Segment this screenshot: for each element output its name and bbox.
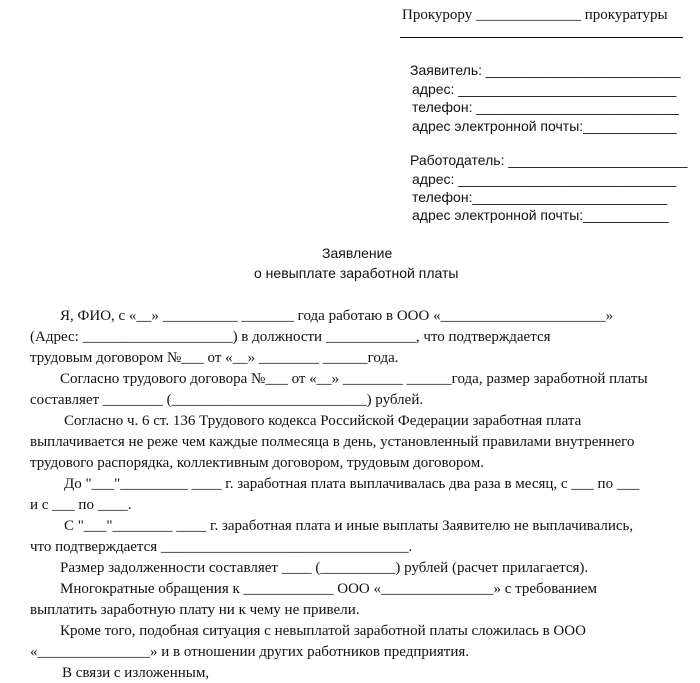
applicant-phone: телефон: __________________________ <box>412 99 679 115</box>
applicant-label: Заявитель: _________________________ <box>410 62 681 78</box>
body-line: С "___"________ ____ г. заработная плата и иные выплаты Заявителю не выплачивались, <box>64 518 634 534</box>
addressee-underline <box>400 37 683 38</box>
body-line: (Адрес: ____________________) в должности ____________, что подтверждается <box>30 329 551 345</box>
body-line: Многократные обращения к ____________ ООО «_______________» с требованием <box>60 581 597 597</box>
applicant-email: адрес электронной почты:____________ <box>412 118 677 134</box>
body-line: трудовым договором №___ от «__» ________ ______года. <box>30 350 399 366</box>
document-title: Заявление <box>322 245 393 261</box>
body-line: Размер задолженности составляет ____ (__________) рублей (расчет прилагается). <box>60 560 589 576</box>
employer-address: адрес: ____________________________ <box>412 171 677 187</box>
body-line: что подтверждается _________________________________. <box>30 539 413 555</box>
employer-phone: телефон:_________________________ <box>412 189 668 205</box>
body-line: выплачивается не реже чем каждые полмесяца в день, установленный правилами внутреннего <box>30 434 635 450</box>
employer-label: Работодатель: _______________________ <box>410 152 688 168</box>
body-line: и с ___ по ____. <box>30 497 132 513</box>
body-line: трудового распорядка, коллективным договором, трудовым договором. <box>30 455 484 471</box>
body-line: составляет ________ (__________________________) рублей. <box>30 392 424 408</box>
body-line: До "___"_________ ____ г. заработная плата выплачивалась два раза в месяц, с ___ по ___ <box>64 476 640 492</box>
employer-email: адрес электронной почты:___________ <box>412 207 669 223</box>
body-line: выплатить заработную плату ни к чему не привели. <box>30 602 360 618</box>
body-line: В связи с изложенным, <box>62 665 210 681</box>
body-line: Кроме того, подобная ситуация с невыплатой заработной платы сложилась в ООО <box>60 623 586 639</box>
addressee-prosecutor: Прокурору ______________ прокуратуры <box>402 7 668 23</box>
body-line: Согласно трудового договора №___ от «__» ________ ______года, размер заработной платы <box>60 371 648 387</box>
body-line: «_______________» и в отношении других работников предприятия. <box>30 644 470 660</box>
document-subtitle: о невыплате заработной платы <box>254 265 459 281</box>
body-line: Я, ФИО, с «__» __________ _______ года работаю в ООО «______________________» <box>60 308 614 324</box>
applicant-address: адрес: ____________________________ <box>412 81 677 97</box>
body-line: Согласно ч. 6 ст. 136 Трудового кодекса Российской Федерации заработная плата <box>64 413 582 429</box>
